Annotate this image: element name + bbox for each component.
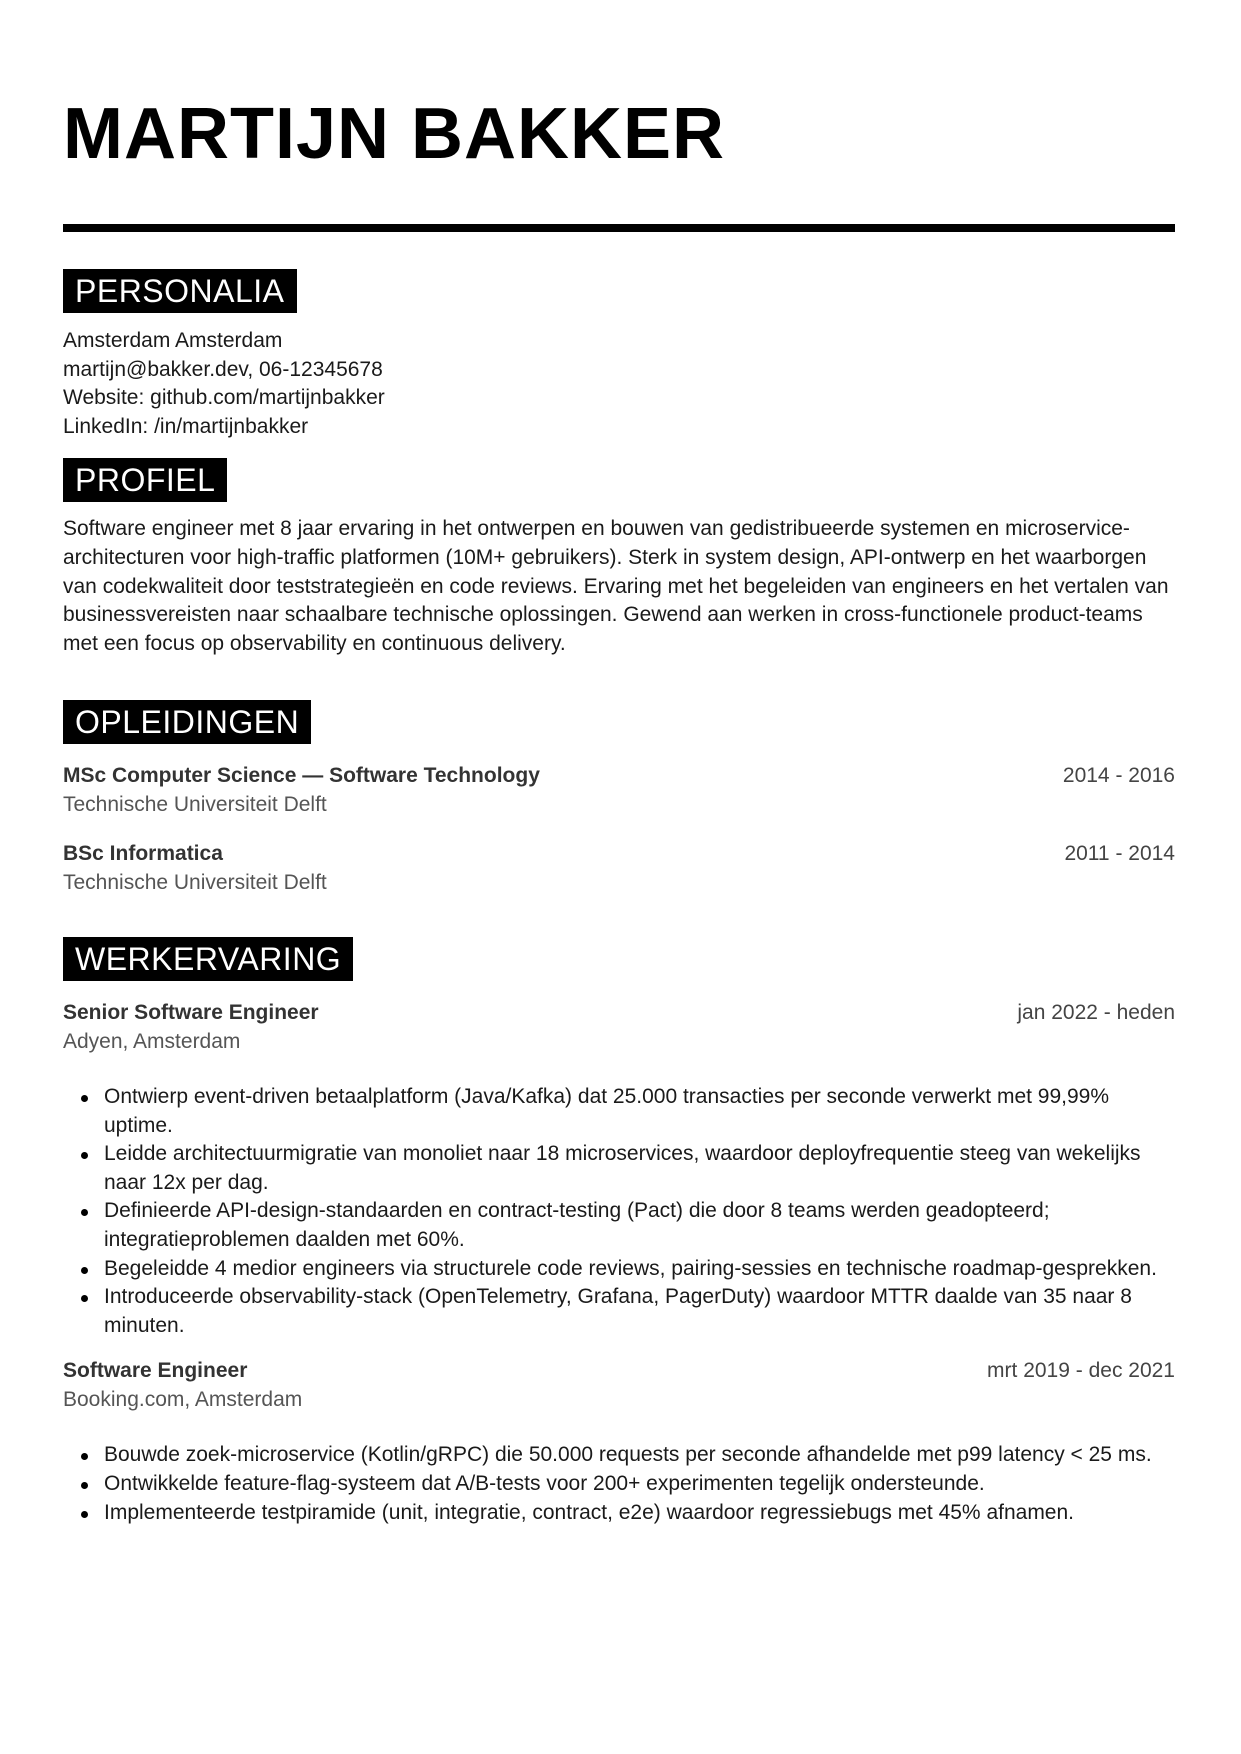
contact-line: martijn@bakker.dev, 06-12345678 bbox=[63, 357, 383, 381]
resume-page bbox=[63, 0, 1175, 1527]
list-item: Ontwierp event-driven betaalplatform (Java/Kafka) dat 25.000 transacties per seconde verwerkt met 99,99% uptime. bbox=[104, 1083, 1175, 1140]
werkervaring-heading: WERKERVARING bbox=[63, 937, 353, 981]
profiel-section bbox=[63, 458, 1175, 659]
job-entry bbox=[63, 998, 1175, 1340]
opleidingen-section bbox=[63, 700, 1175, 897]
resume-name: MARTIJN BAKKER bbox=[63, 94, 725, 174]
list-item: Introduceerde observability-stack (OpenTelemetry, Grafana, PagerDuty) waardoor MTTR daalde van 35 naar 8 minuten. bbox=[104, 1283, 1175, 1340]
personalia-heading: PERSONALIA bbox=[63, 269, 297, 313]
linkedin-line: LinkedIn: /in/martijnbakker bbox=[63, 414, 309, 438]
education-title: MSc Computer Science — Software Technology bbox=[63, 763, 540, 787]
education-entry bbox=[63, 839, 1175, 897]
job-bullets bbox=[63, 1441, 1175, 1527]
education-institution: Technische Universiteit Delft bbox=[63, 870, 327, 894]
education-entry bbox=[63, 761, 1175, 819]
personalia-lines bbox=[63, 327, 1175, 441]
job-company: Adyen, Amsterdam bbox=[63, 1029, 241, 1053]
job-title: Software Engineer bbox=[63, 1359, 248, 1383]
education-dates: 2011 - 2014 bbox=[1064, 841, 1175, 865]
education-dates: 2014 - 2016 bbox=[1062, 763, 1175, 787]
list-item: Definieerde API-design-standaarden en contract-testing (Pact) die door 8 teams werden geadopteerd; integratieproblemen daalden met 60%. bbox=[104, 1197, 1175, 1254]
profiel-heading: PROFIEL bbox=[63, 458, 227, 502]
list-item: Begeleidde 4 medior engineers via structurele code reviews, pairing-sessies en technische roadmap-gesprekken. bbox=[104, 1255, 1175, 1284]
job-entry bbox=[63, 1356, 1175, 1527]
list-item: Implementeerde testpiramide (unit, integratie, contract, e2e) waardoor regressiebugs met 45% afnamen. bbox=[104, 1499, 1175, 1528]
address-line: Amsterdam Amsterdam bbox=[63, 329, 283, 352]
website-line: Website: github.com/martijnbakker bbox=[63, 386, 385, 409]
education-institution: Technische Universiteit Delft bbox=[63, 792, 327, 816]
education-title: BSc Informatica bbox=[63, 841, 223, 865]
opleidingen-heading: OPLEIDINGEN bbox=[63, 700, 311, 744]
list-item: Leidde architectuurmigratie van monoliet naar 18 microservices, waardoor deployfrequentie steeg van wekelijks naar 12x per dag. bbox=[104, 1140, 1175, 1197]
header-divider bbox=[63, 224, 1175, 232]
job-dates: jan 2022 - heden bbox=[1017, 1000, 1175, 1024]
job-bullets bbox=[63, 1083, 1175, 1340]
profiel-text: Software engineer met 8 jaar ervaring in het ontwerpen en bouwen van gedistribueerde systemen en microservice-architecturen voor high-traffic platformen (10M+ gebruikers). Sterk in system design, API-ontwerp en het waarborgen van codekwaliteit door teststrategieën en code reviews. Ervaring met het begeleiden van engineers en het vertalen van businessvereisten naar schaalbare technische oplossingen. Gewend aan werken in cross-functionele product-teams met een focus op observability en continuous delivery. bbox=[63, 517, 1169, 656]
werkervaring-section bbox=[63, 937, 1175, 1527]
list-item: Ontwikkelde feature-flag-systeem dat A/B-tests voor 200+ experimenten tegelijk ondersteunde. bbox=[104, 1470, 1175, 1499]
job-title: Senior Software Engineer bbox=[63, 1000, 319, 1024]
job-company: Booking.com, Amsterdam bbox=[63, 1388, 303, 1412]
personalia-section bbox=[63, 269, 1175, 441]
list-item: Bouwde zoek-microservice (Kotlin/gRPC) die 50.000 requests per seconde afhandelde met p99 latency < 25 ms. bbox=[104, 1441, 1175, 1470]
job-dates: mrt 2019 - dec 2021 bbox=[987, 1359, 1175, 1383]
